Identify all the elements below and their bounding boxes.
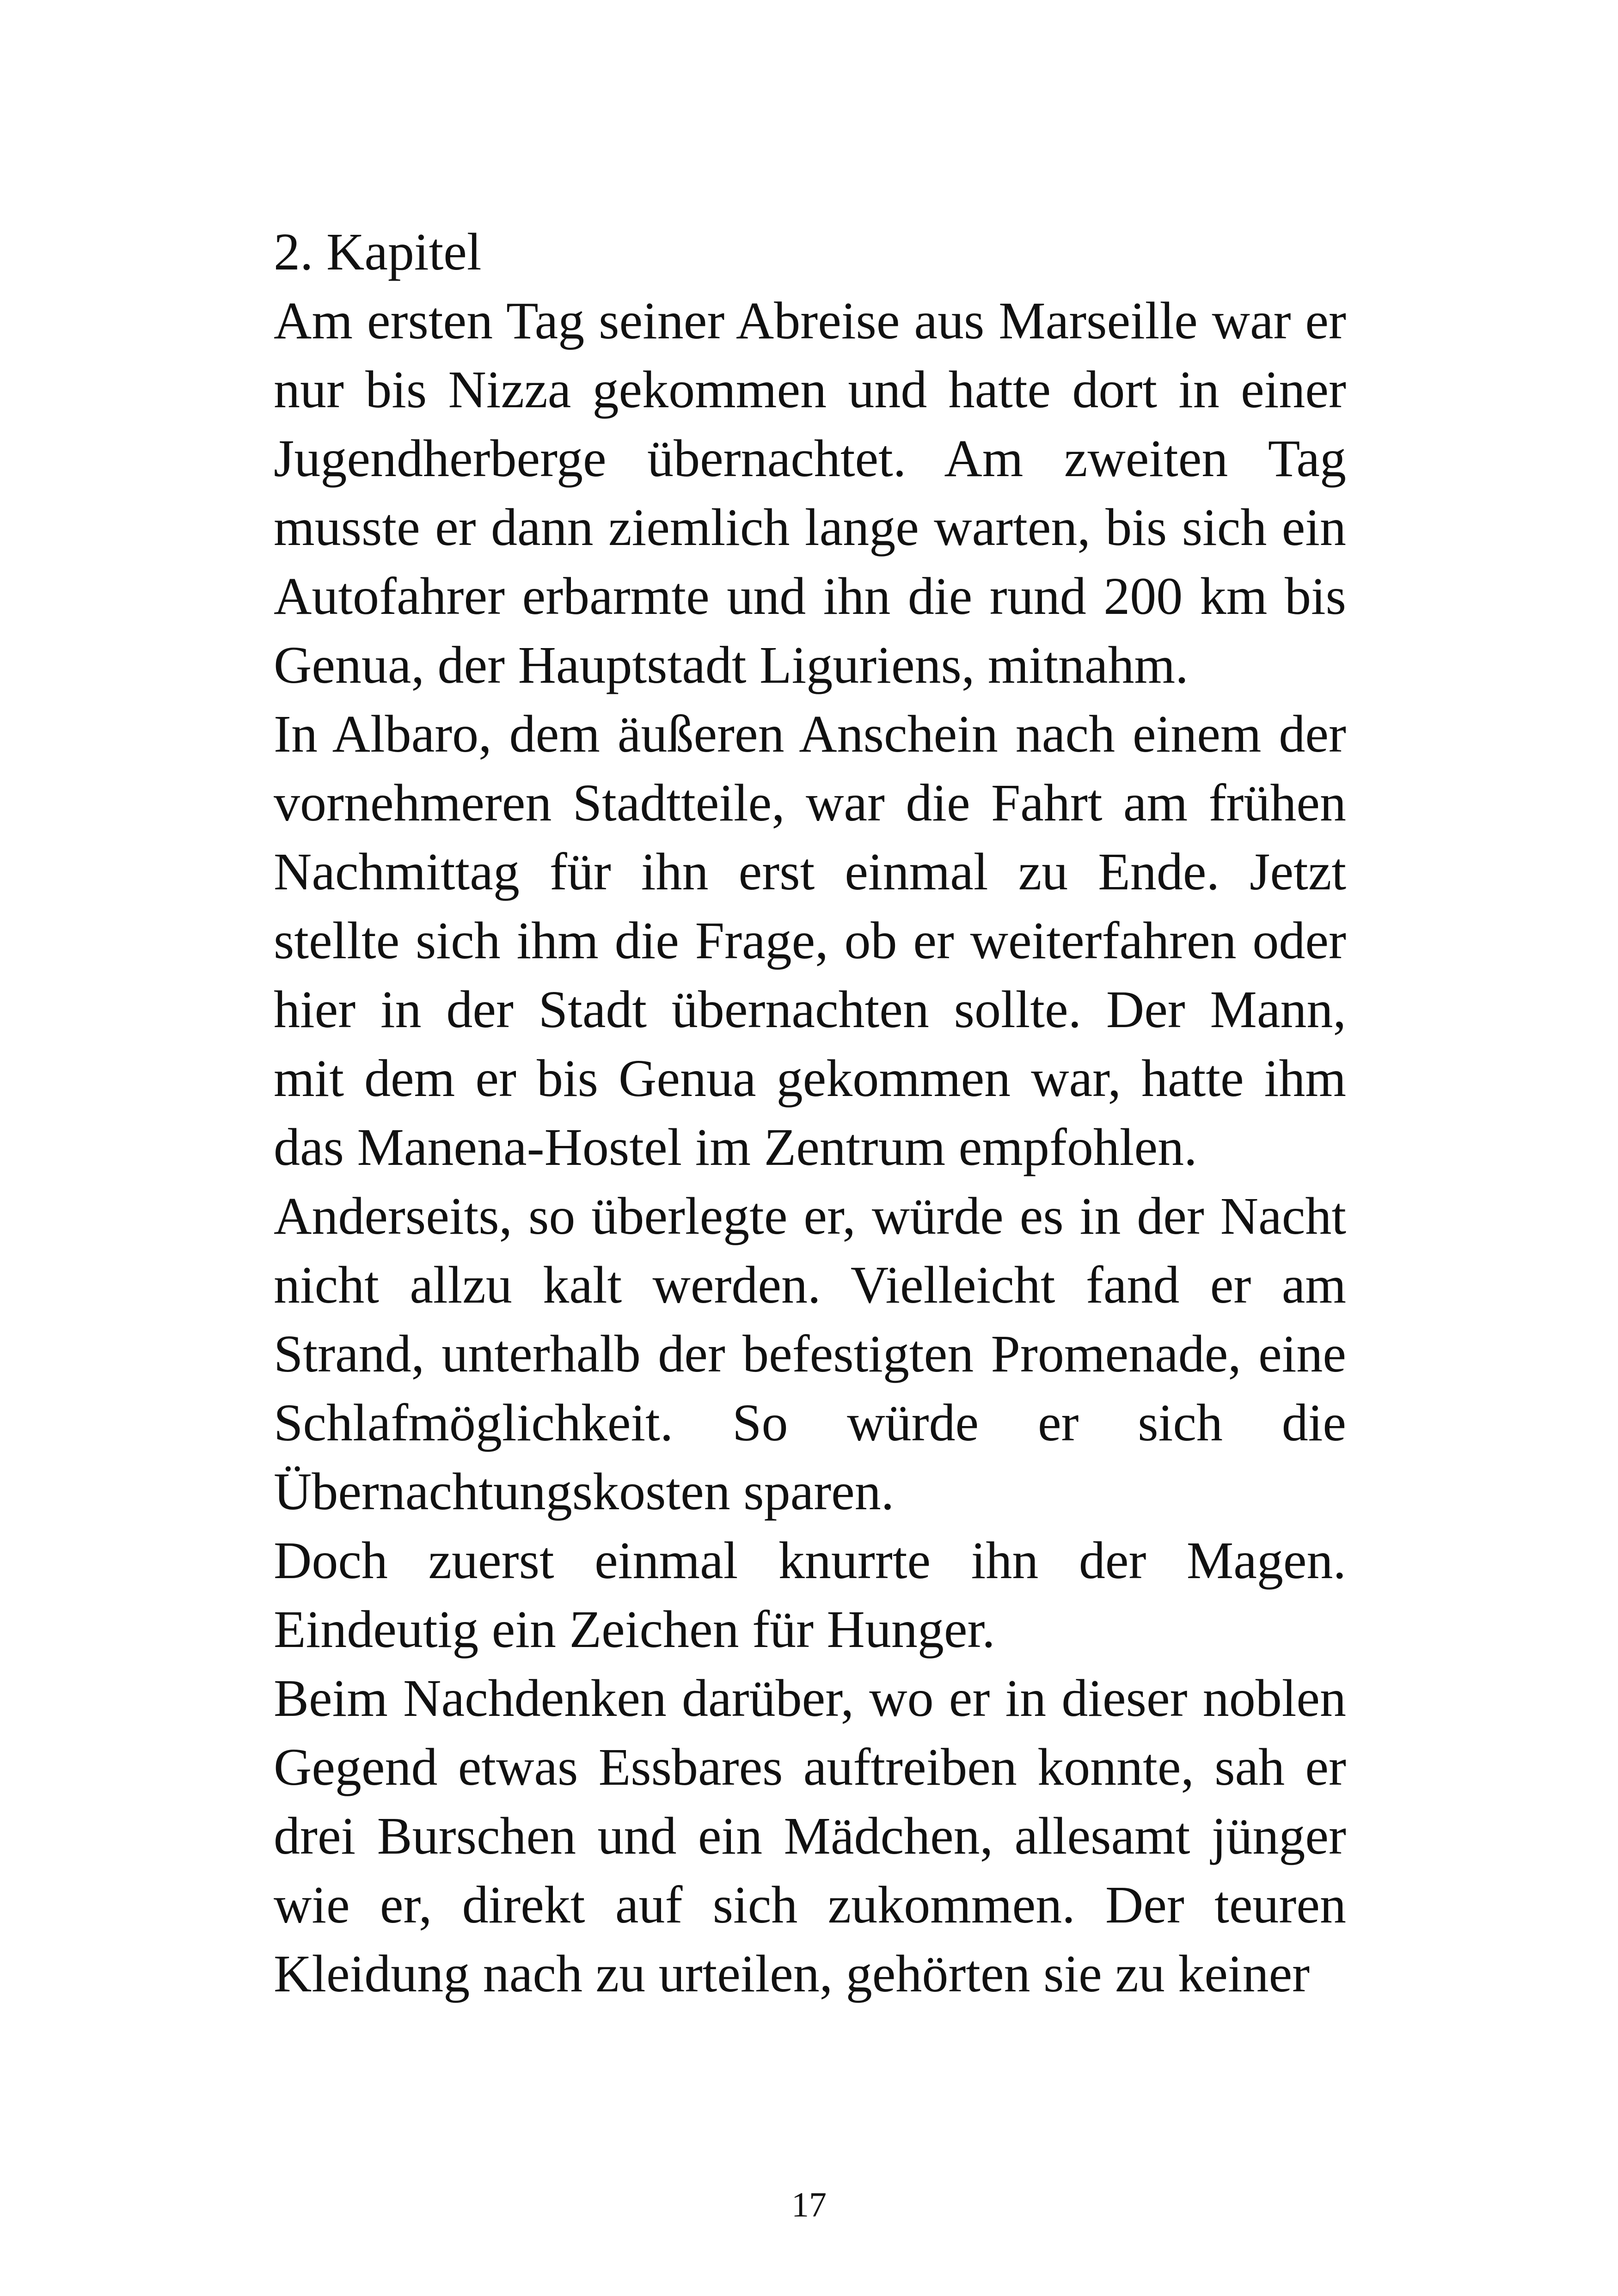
- paragraph-5: Beim Nachdenken darüber, wo er in dieser noblen Gegend etwas Essbares auftreiben konnte, sah er drei Burschen und ein Mädchen, allesamt jünger wie er, direkt auf sich zukommen. Der teuren Kleidung nach zu urteilen, gehörten sie zu keiner: [274, 1669, 1346, 2003]
- paragraph-3: Anderseits, so überlegte er, würde es in der Nacht nicht allzu kalt werden. Vielleicht fand er am Strand, unterhalb der befestigten Promenade, eine Schlafmöglichkeit. So würde er sich die Übernachtungskosten sparen.: [274, 1187, 1346, 1521]
- chapter-title: 2. Kapitel: [274, 222, 482, 281]
- page-number: 17: [791, 2186, 827, 2224]
- chapter-text: [274, 217, 1346, 2008]
- paragraph-2: In Albaro, dem äußeren Anschein nach einem der vornehmeren Stadtteile, war die Fahrt am frühen Nachmittag für ihn erst einmal zu Ende. Jetzt stellte sich ihm die Frage, ob er weiterfahren oder hier in der Stadt übernachten sollte. Der Mann, mit dem er bis Genua gekommen war, hatte ihm das Manena-Hostel im Zentrum empfohlen.: [274, 704, 1346, 1176]
- paragraph-4: Doch zuerst einmal knurrte ihn der Magen. Eindeutig ein Zeichen für Hunger.: [274, 1531, 1346, 1659]
- paragraph-1: Am ersten Tag seiner Abreise aus Marseille war er nur bis Nizza gekommen und hatte dort in einer Jugendherberge übernachtet. Am zweiten Tag musste er dann ziemlich lange warten, bis sich ein Autofahrer erbarmte und ihn die rund 200 km bis Genua, der Hauptstadt Liguriens, mitnahm.: [274, 291, 1346, 694]
